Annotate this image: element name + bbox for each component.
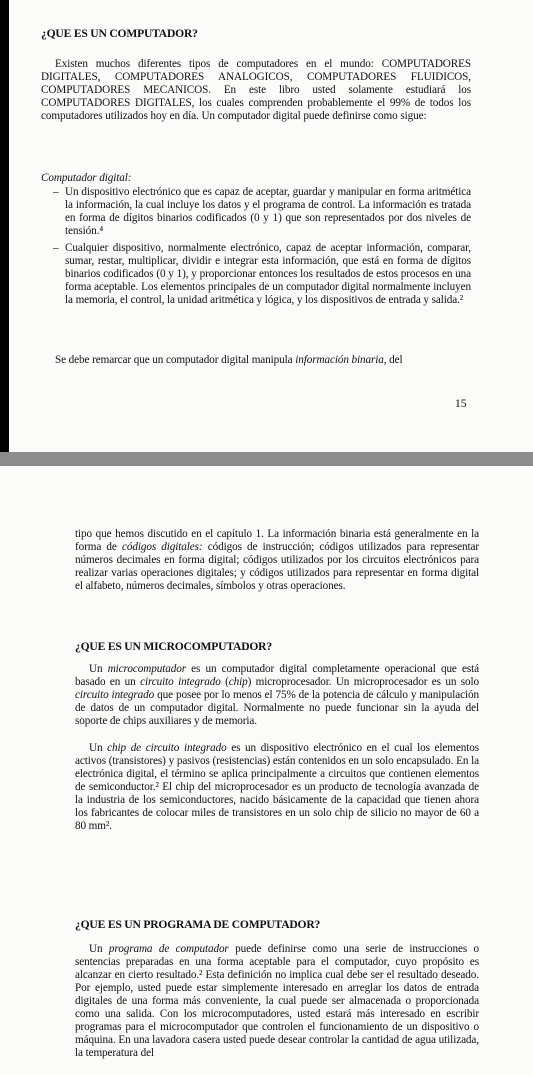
emphasis-chip: chip bbox=[228, 676, 248, 688]
emphasis-programa-de-computador: programa de computador bbox=[108, 943, 229, 955]
book-page-16 bbox=[0, 466, 533, 1075]
emphasis-circuito-integrado: circuito integrado bbox=[75, 689, 155, 701]
heading-que-es-un-computador: ¿QUE ES UN COMPUTADOR? bbox=[41, 27, 198, 40]
text-run: es un dispositivo electrónico en el cual los elementos activos (transistores) y pasivos (resistencias) están contenidos en un solo encapsulado. En la electrónica digital, el término se aplica principalmente a circuitos que contienen elementos de semiconductor.² El chip del microprocesador es un producto de tecnología avanzada de la industria de los semiconductores, nacido básicamente de la capacidad que tienen ahora los fabricantes de colocar miles de transistores en un solo chip de silicio no mayor de 60 a 80 mm². bbox=[75, 742, 480, 832]
dash-marker: – bbox=[53, 186, 59, 198]
heading-que-es-un-programa: ¿QUE ES UN PROGRAMA DE COMPUTADOR? bbox=[75, 918, 321, 931]
text-run: Se debe remarcar que un computador digital manipula bbox=[55, 354, 296, 366]
microcomputer-paragraph-2 bbox=[75, 742, 479, 833]
text-run: , del bbox=[383, 354, 403, 366]
book-page-15 bbox=[9, 0, 533, 452]
dash-marker: – bbox=[53, 242, 59, 254]
emphasis-microcomputador: microcomputador bbox=[107, 663, 186, 675]
definition-text-1: Un dispositivo electrónico que es capaz de aceptar, guardar y manipular en forma aritmética la información, la cual incluye los datos y el programa de control. La información es tratada en forma de dígitos binarios codificados (0 y 1) que son representados por dos niveles de tensión.⁴ bbox=[65, 186, 471, 237]
intro-paragraph: Existen muchos diferentes tipos de computadores en el mundo: COMPUTADORES DIGITALES, COMPUTADORES ANALOGICOS, COMPUTADORES FLUIDICOS, COMPUTADORES MECANICOS. En este libro usted solamente estudiará los COMPUTADORES DIGITALES, los cuales comprenden probablemente el 99% de todos los computadores utilizados hoy en día. Un computador digital puede definirse como sigue: bbox=[41, 58, 471, 122]
program-paragraph bbox=[75, 943, 479, 1060]
heading-que-es-un-microcomputador: ¿QUE ES UN MICROCOMPUTADOR? bbox=[75, 640, 272, 653]
page-number: 15 bbox=[455, 398, 467, 410]
definition-text-2: Cualquier dispositivo, normalmente electrónico, capaz de aceptar información, comparar, sumar, restar, multiplicar, dividir e integrar esta información, que está en forma de dígitos binarios codificados (0 y 1), y proporcionar entonces los resultados de estos procesos en una forma aceptable. Los elementos principales de un computador digital normalmente incluyen la memoria, el control, la unidad aritmética y lógica, y los dispositivos de entrada y salida.² bbox=[65, 242, 471, 306]
emphasis-circuito-integrado: circuito integrado bbox=[140, 676, 221, 688]
definition-caption: Computador digital: bbox=[41, 172, 132, 184]
text-run: es un computador digital completamente operacional que está basado en un bbox=[75, 663, 480, 688]
continuation-line bbox=[41, 354, 471, 367]
microcomputer-paragraph-1 bbox=[75, 663, 479, 728]
left-scan-edge bbox=[0, 0, 9, 452]
emphasis-informacion-binaria: información binaria bbox=[295, 354, 384, 366]
text-run: Un bbox=[89, 663, 108, 675]
text-run: ( bbox=[220, 676, 229, 688]
definition-item-1 bbox=[53, 186, 471, 238]
text-run: tipo que hemos discutido en el capítulo 1. La información binaria está generalmente en la forma de bbox=[75, 528, 479, 553]
continued-paragraph bbox=[75, 528, 479, 593]
text-run: ) microprocesador. Un microprocesador es un solo bbox=[247, 676, 479, 688]
text-run: Un bbox=[89, 742, 108, 754]
text-run: Un bbox=[89, 943, 109, 955]
emphasis-chip-de-circuito-integrado: chip de circuito integrado bbox=[107, 742, 227, 754]
page-bottom-crop bbox=[0, 1071, 533, 1075]
emphasis-codigos-digitales: códigos digitales: bbox=[121, 541, 203, 553]
text-run: códigos de instrucción; códigos utilizados para representar números decimales en forma digital; códigos utilizados por los circuitos electrónicos para realizar varias operaciones digitales; y códigos utilizados para representar en forma digital el alfabeto, números decimales, símbolos y otras operaciones. bbox=[75, 541, 480, 592]
text-run: puede definirse como una serie de instrucciones o sentencias preparadas en una forma aceptable para el computador, cuyo propósito es alcanzar en cierto resultado.² Esta definición no implica cual debe ser el resultado deseado. Por ejemplo, usted puede estar simplemente interesado en arreglar los datos de entrada digitales de una forma más conveniente, la cual puede ser almacenada o proporcionada como una salida. Con los microcomputadores, usted estará más interesado en escribir programas para el microcomputador que controlen el funcionamiento de un dispositivo o máquina. En una lavadora casera usted puede desear controlar la cantidad de agua utilizada, la temperatura del bbox=[75, 943, 479, 1059]
definition-item-2 bbox=[53, 242, 471, 307]
text-run: que posee por lo menos el 75% de la potencia de cálculo y manipulación de datos de un computador digital. Normalmente no puede funcionar sin la ayuda del soporte de chips auxiliares y de memoria. bbox=[75, 689, 479, 727]
